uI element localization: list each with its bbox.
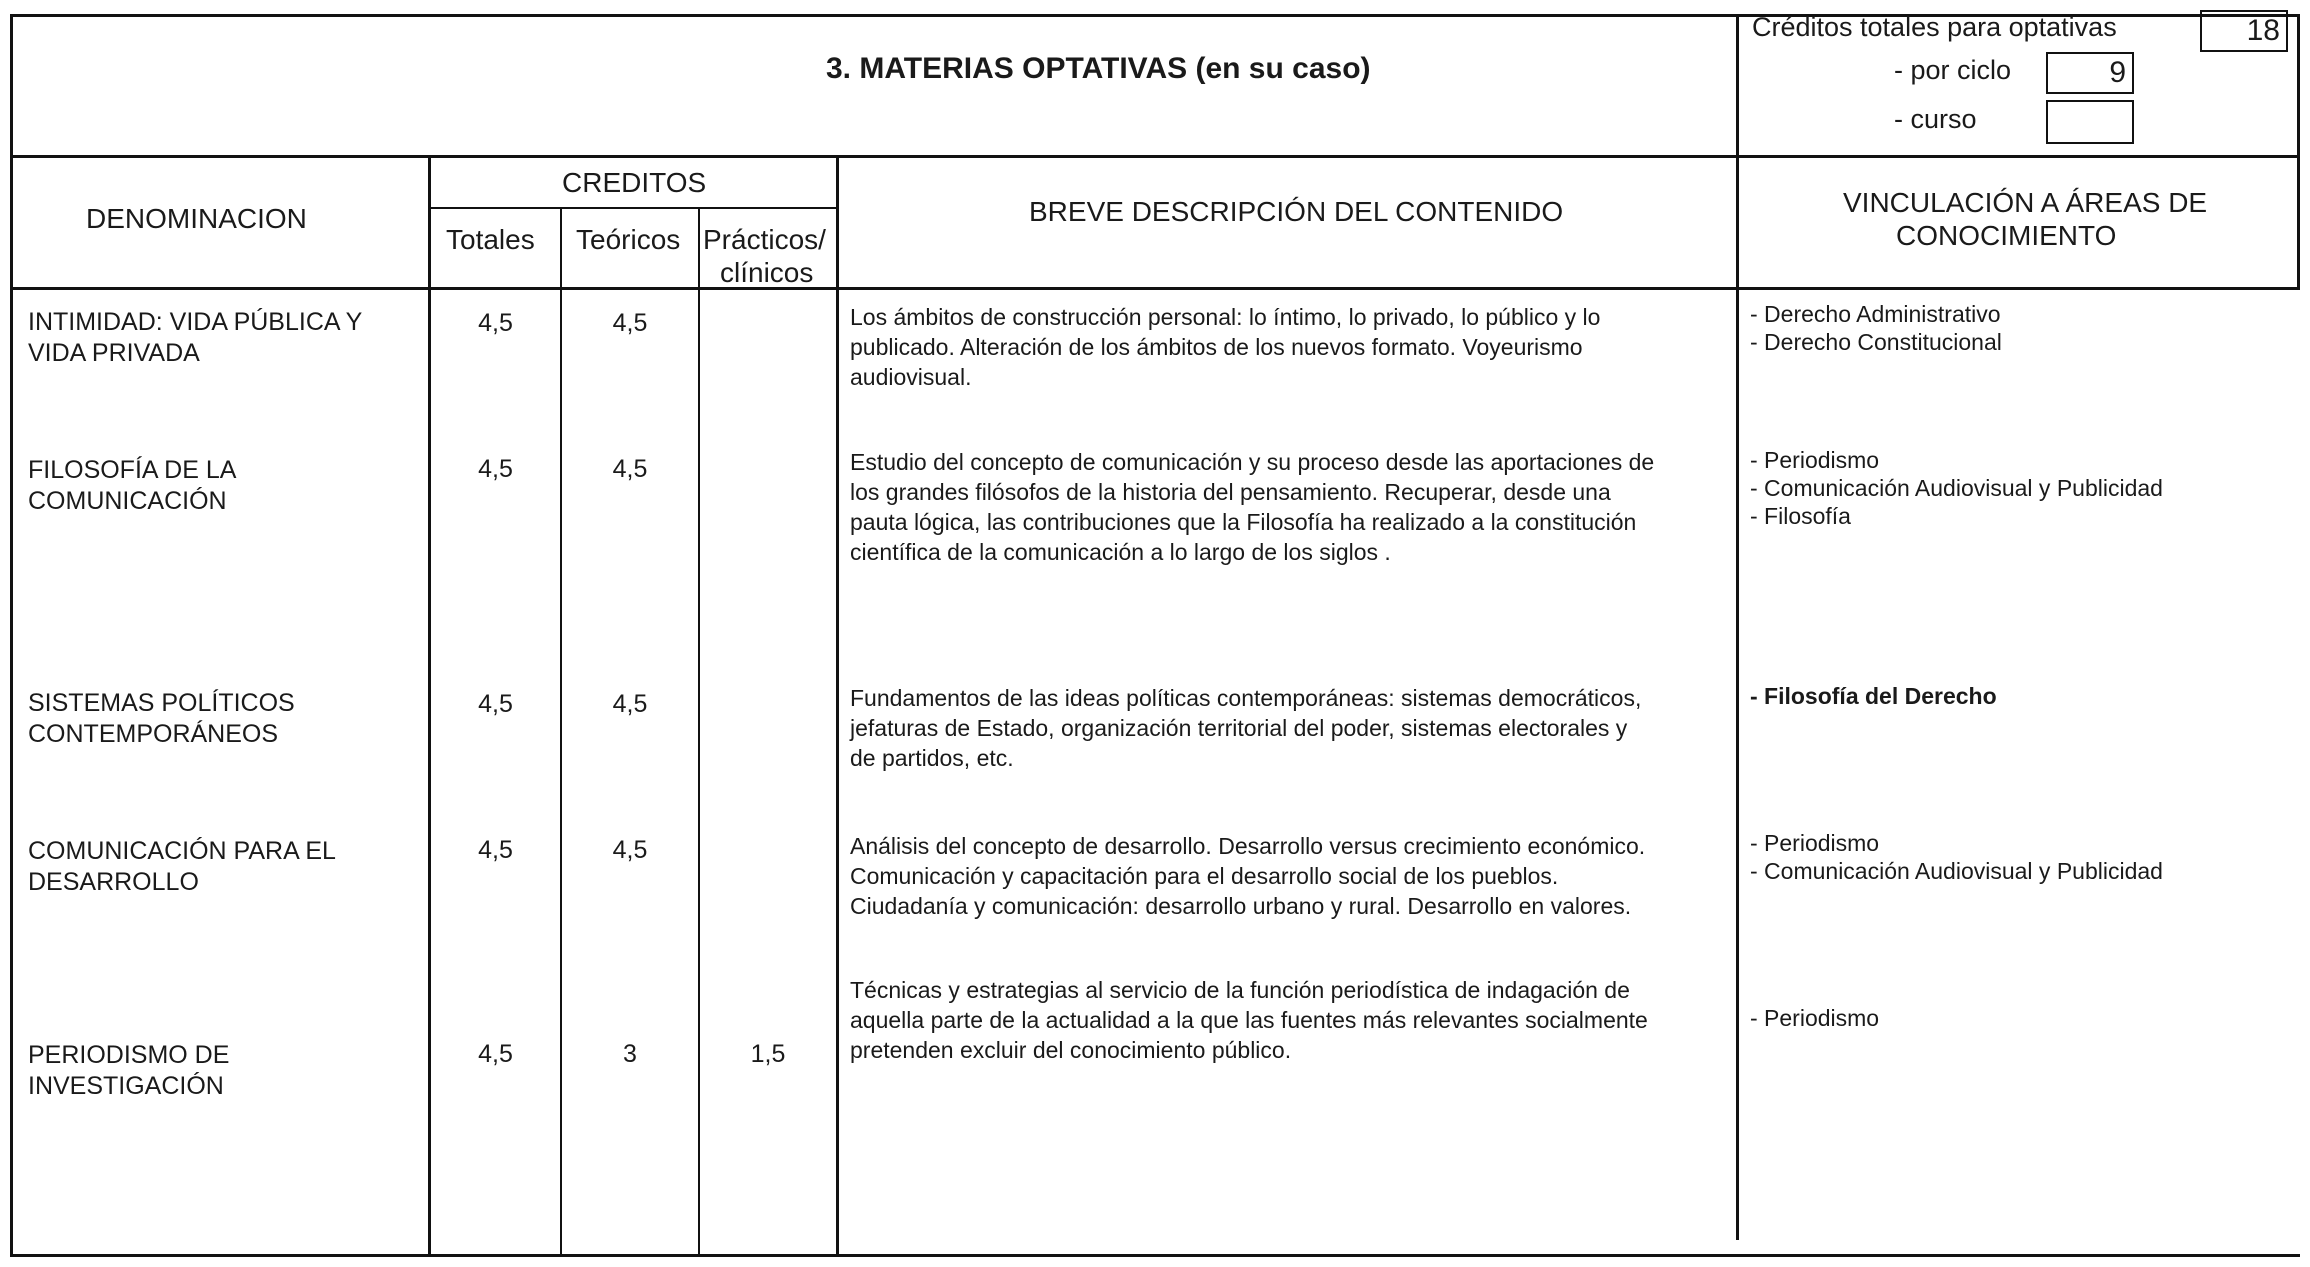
row-4-teoricos: 4,5 [612,836,648,864]
row-2-areas [1750,446,2163,530]
row-4-name-line-2: DESARROLLO [28,868,199,896]
row-4-desc-line-1: Análisis del concepto de desarrollo. Desarrollo versus crecimiento económico. [850,833,1646,859]
row-3-totales: 4,5 [478,690,513,718]
col-divider-teoricos [698,207,700,1255]
header-totales: Totales [446,224,535,255]
row-1-desc-line-3: audiovisual. [850,364,972,390]
header-descripcion: BREVE DESCRIPCIÓN DEL CONTENIDO [1029,196,1564,227]
row-5-description [850,975,1648,1065]
row-2-name-line-1: FILOSOFÍA DE LA [28,456,237,484]
row-2-desc-line-2: los grandes filósofos de la historia del pensamiento. Recuperar, desde una [850,479,1611,505]
col-divider-descripcion [1736,155,1739,1240]
row-1-desc-line-1: Los ámbitos de construcción personal: lo íntimo, lo privado, lo público y lo [850,304,1601,330]
row-1-denominacion [28,307,362,369]
row-4-area-1: - Periodismo [1750,830,1880,856]
row-5-desc-line-2: aquella parte de la actualidad a la que las fuentes más relevantes socialmente [850,1007,1648,1033]
row-4-denominacion [28,836,336,898]
credits-total-value: 18 [2246,14,2280,47]
row-2-area-3: - Filosofía [1750,503,1851,529]
outer-right-border [2297,14,2300,289]
row-2-description [850,447,1654,567]
header-creditos: CREDITOS [562,167,707,198]
row-2-totales: 4,5 [478,455,513,483]
header-vinculacion: VINCULACIÓN A ÁREAS DE [1843,187,2208,218]
title-credits-divider [1736,14,1739,158]
row-1-areas [1750,300,2002,356]
row-3-denominacion [28,688,295,750]
row-2-area-2: - Comunicación Audiovisual y Publicidad [1750,475,2163,501]
row-3-area-1: - Filosofía del Derecho [1750,683,1997,709]
header-divider [10,155,2300,158]
header-practicos: Prácticos/ [703,224,826,255]
row-5-areas [1750,1004,1879,1032]
row-3-desc-line-2: jefaturas de Estado, organización territorial del poder, sistemas electorales y [850,715,1628,741]
outer-bottom-border [10,1254,2300,1257]
row-3-desc-line-3: de partidos, etc. [850,745,1014,771]
col-divider-totales [560,207,562,1255]
per-cycle-label: - por ciclo [1894,55,2012,85]
row-2-teoricos: 4,5 [612,455,648,483]
row-1-area-1: - Derecho Administrativo [1750,301,2001,327]
row-4-desc-line-3: Ciudadanía y comunicación: desarrollo urbano y rural. Desarrollo en valores. [850,893,1632,919]
row-4-areas [1750,829,2163,885]
row-3-name-line-2: CONTEMPORÁNEOS [28,720,279,748]
row-4-area-2: - Comunicación Audiovisual y Publicidad [1750,858,2163,884]
row-3-teoricos: 4,5 [612,690,648,718]
course-box [2046,100,2134,144]
credits-total-label: Créditos totales para optativas [1752,12,2117,42]
row-2-desc-line-3: pauta lógica, las contribuciones que la Filosofía ha realizado a la constitución [850,509,1637,535]
row-3-desc-line-1: Fundamentos de las ideas políticas contemporáneas: sistemas democráticos, [850,685,1642,711]
row-1-teoricos: 4,5 [612,309,648,337]
row-4-totales: 4,5 [478,836,513,864]
row-3-description [850,683,1641,773]
row-4-name-line-1: COMUNICACIÓN PARA EL [28,837,336,865]
row-5-denominacion [28,1040,229,1102]
row-4-description [850,831,1645,921]
row-5-name-line-1: PERIODISMO DE [28,1041,230,1069]
row-2-area-1: - Periodismo [1750,447,1880,473]
row-5-teoricos: 3 [623,1040,637,1068]
outer-left-border [10,14,13,1257]
header-teoricos: Teóricos [576,224,681,255]
row-5-totales: 4,5 [478,1040,513,1068]
section-title: 3. MATERIAS OPTATIVAS (en su caso) [826,52,1371,85]
header-clinicos: clínicos [720,257,814,288]
per-cycle-box [2046,52,2134,94]
row-4-desc-line-2: Comunicación y capacitación para el desarrollo social de los pueblos. [850,863,1559,889]
row-3-name-line-1: SISTEMAS POLÍTICOS [28,689,295,717]
header-denominacion: DENOMINACION [86,203,307,234]
per-cycle-value: 9 [2109,56,2126,89]
row-1-description [850,302,1600,392]
course-label: - curso [1894,104,1977,134]
row-1-desc-line-2: publicado. Alteración de los ámbitos de los nuevos formato. Voyeurismo [850,334,1583,360]
row-5-name-line-2: INVESTIGACIÓN [28,1072,224,1100]
row-2-name-line-2: COMUNICACIÓN [28,487,227,515]
header-conocimiento: CONOCIMIENTO [1896,220,2117,251]
row-1-name-line-1: INTIMIDAD: VIDA PÚBLICA Y [28,308,363,336]
row-5-practicos: 1,5 [750,1040,786,1068]
row-5-desc-line-1: Técnicas y estrategias al servicio de la función periodística de indagación de [850,977,1630,1003]
creditos-subheader-line [428,207,838,209]
row-3-areas [1750,682,1997,710]
credits-total-box [2200,10,2288,52]
row-2-denominacion [28,455,236,517]
row-2-desc-line-1: Estudio del concepto de comunicación y su proceso desde las aportaciones de [850,449,1655,475]
col-divider-creditos [836,155,839,1255]
row-1-totales: 4,5 [478,309,513,337]
row-5-desc-line-3: pretenden excluir del conocimiento público. [850,1037,1292,1063]
row-1-area-2: - Derecho Constitucional [1750,329,2002,355]
column-header-bottom [10,287,2300,290]
row-1-name-line-2: VIDA PRIVADA [28,339,200,367]
row-5-area-1: - Periodismo [1750,1005,1880,1031]
row-2-desc-line-4: científica de la comunicación a lo largo de los siglos . [850,539,1391,565]
